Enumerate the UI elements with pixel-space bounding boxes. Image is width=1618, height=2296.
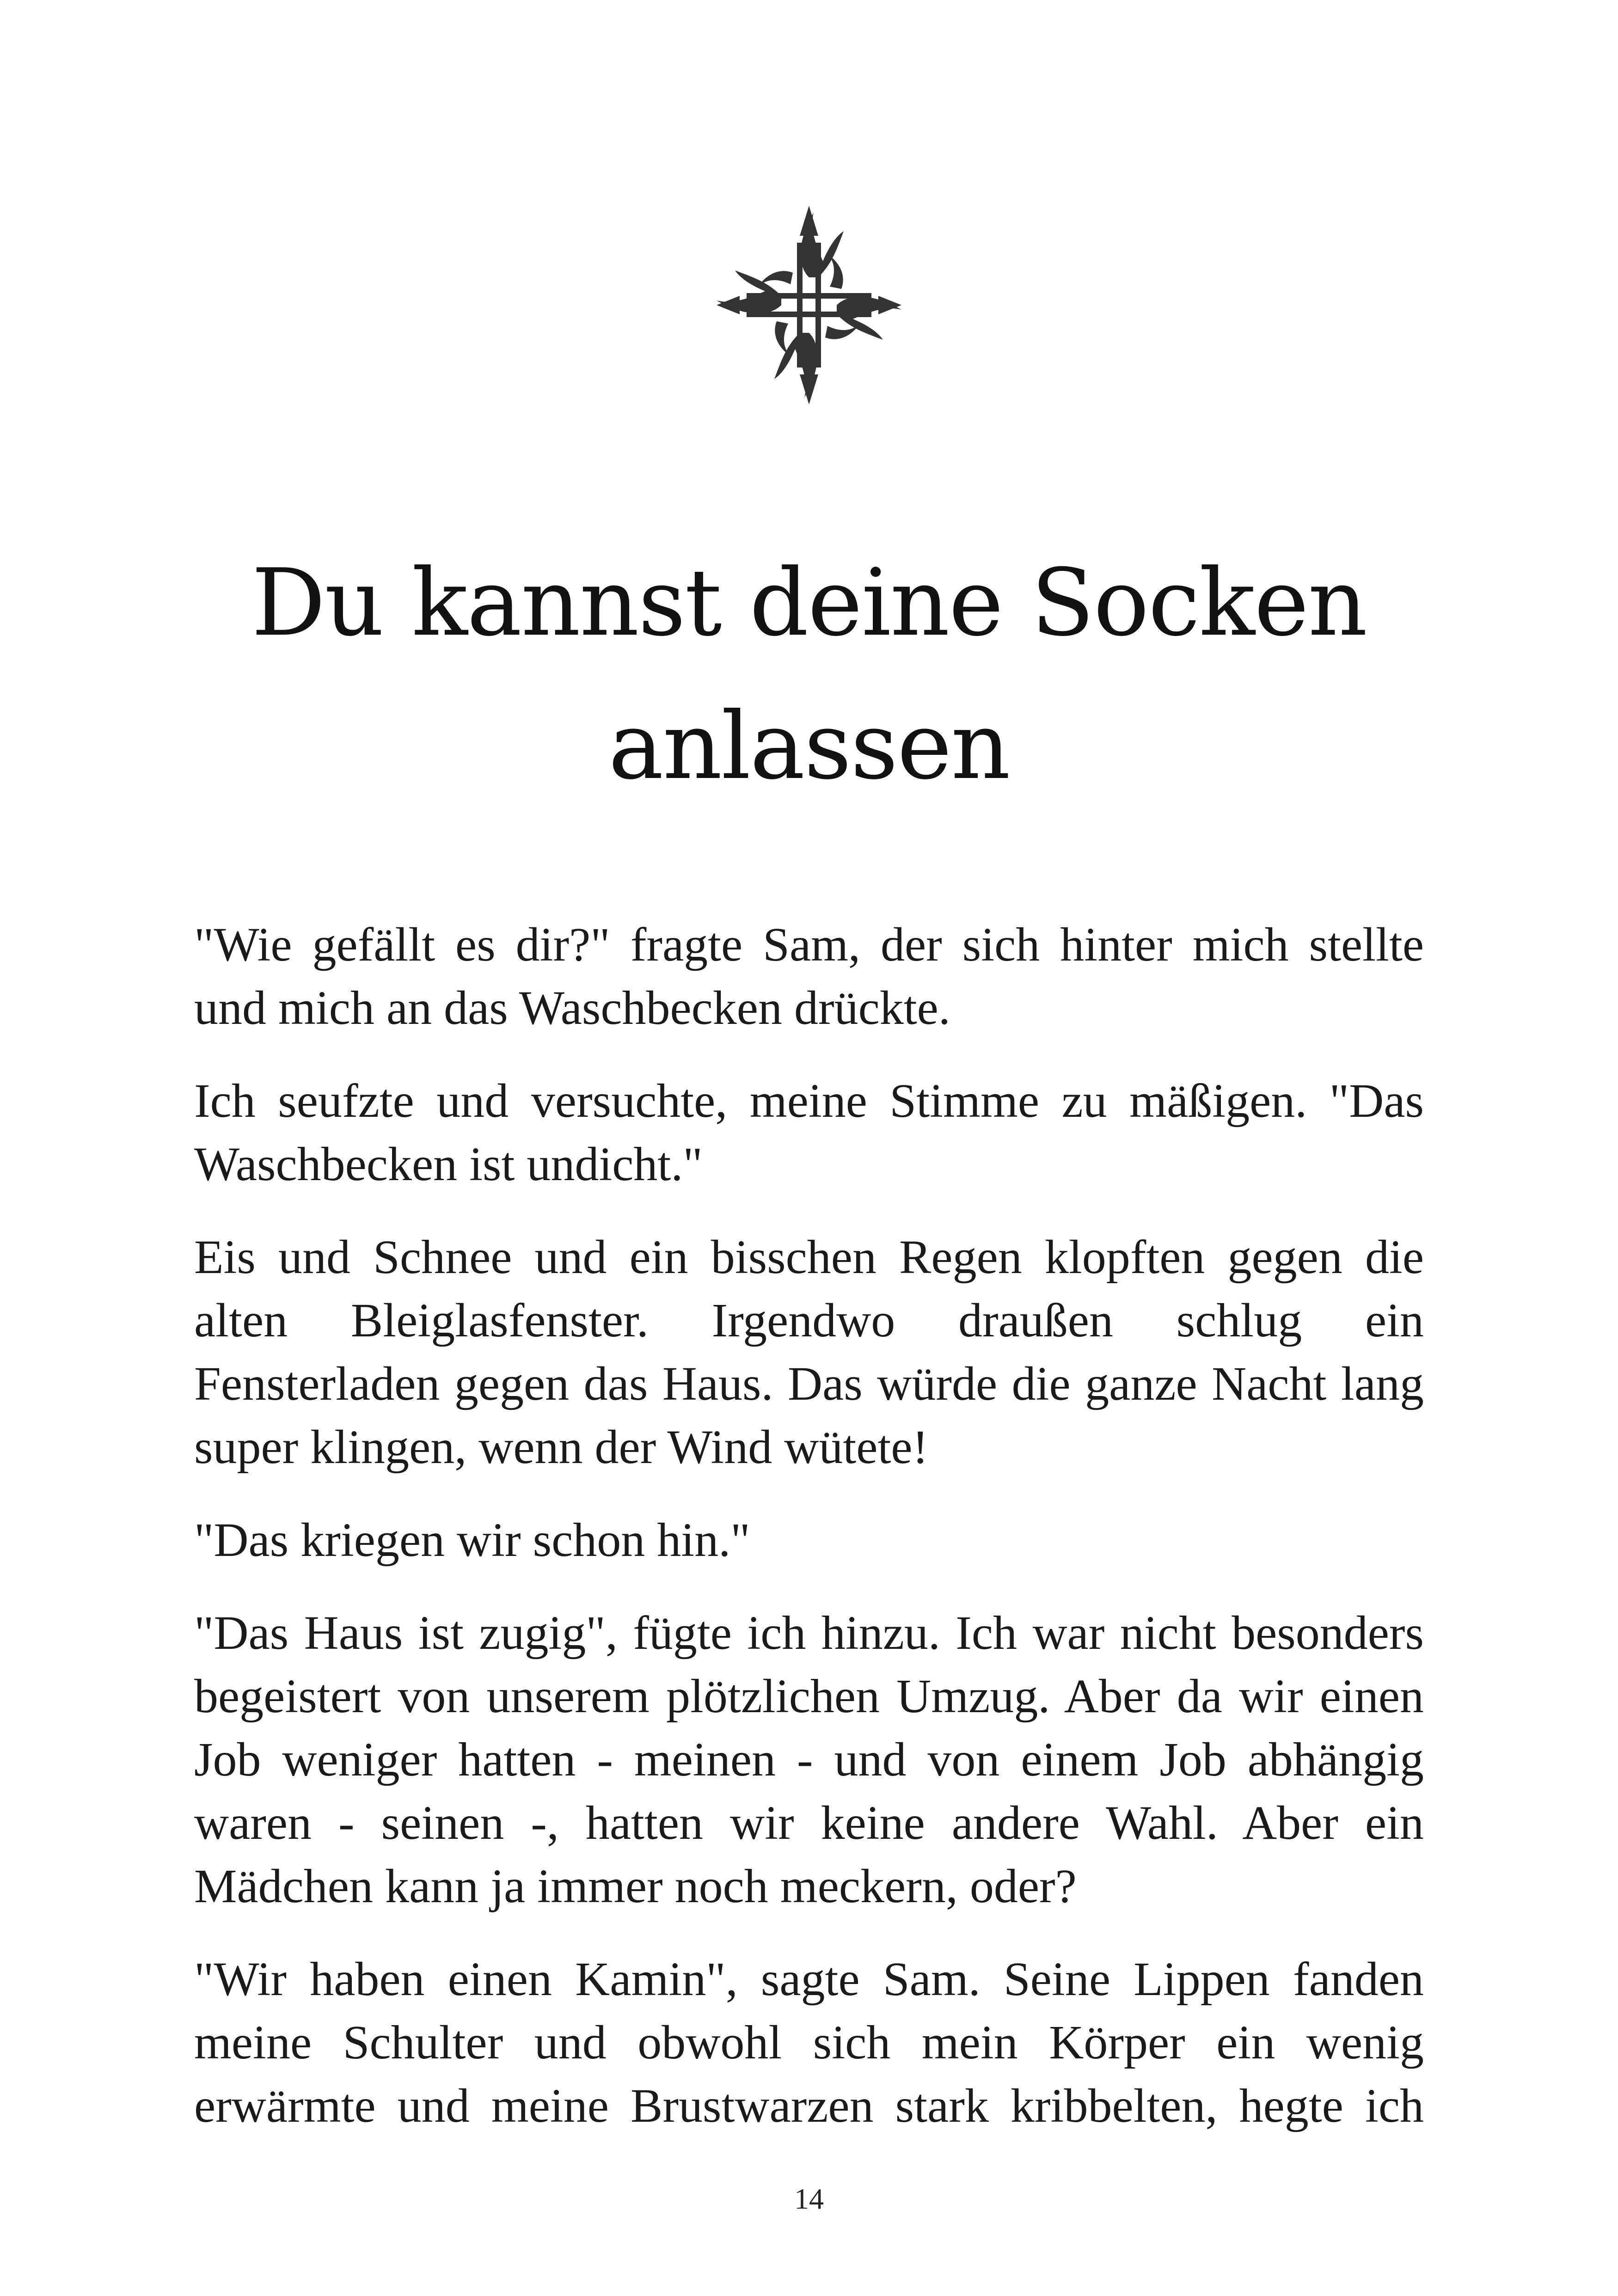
paragraph: Ich seufzte und versuchte, meine Stimme zu mäßigen. "Das Waschbecken ist undicht." — [194, 1074, 1424, 1191]
page-number: 14 — [794, 2182, 824, 2215]
chapter-body — [194, 913, 1424, 2167]
paragraph: "Das Haus ist zugig", fügte ich hinzu. Ich war nicht besonders begeistert von unserem plötzlichen Umzug. Aber da wir einen Job weniger hatten - meinen - und von einem Job abhängig waren - seinen -, hatten wir keine andere Wahl. Aber ein Mädchen kann ja immer noch meckern, oder? — [194, 1606, 1424, 1913]
paragraph: "Das kriegen wir schon hin." — [194, 1513, 750, 1567]
chapter-title: Du kannst deine Socken anlassen — [251, 549, 1367, 800]
paragraph: "Wie gefällt es dir?" fragte Sam, der sich hinter mich stellte und mich an das Waschbecken drückte. — [194, 918, 1424, 1035]
paragraph: "Wir haben einen Kamin", sagte Sam. Seine Lippen fanden meine Schulter und obwohl sich mein Körper ein wenig erwärmte und meine Brustwarzen stark kribbelten, hegte ich — [194, 1953, 1424, 2132]
compass-rose-flourish-icon — [703, 199, 915, 411]
paragraph: Eis und Schnee und ein bisschen Regen klopften gegen die alten Bleiglasfenster. Irgendwo draußen schlug ein Fensterladen gegen das Haus. Das würde die ganze Nacht lang super klingen, wenn der Wind wütete! — [194, 1231, 1424, 1474]
